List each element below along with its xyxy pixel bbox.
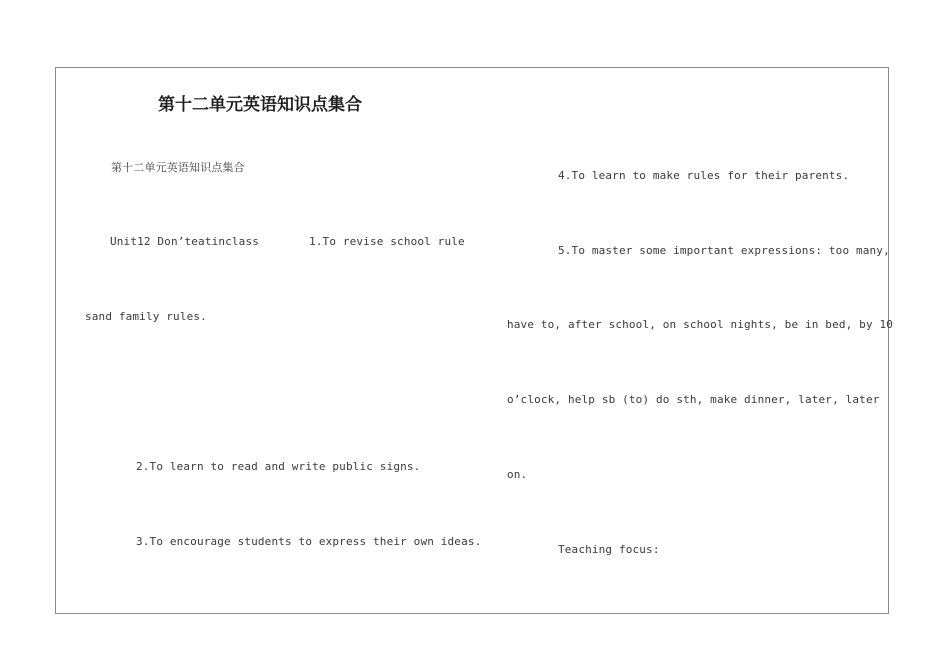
teaching-focus: Teaching focus: — [558, 543, 660, 556]
page-frame — [55, 67, 889, 614]
objective-5-line2: have to, after school, on school nights, be in bed, by 10 — [507, 318, 894, 331]
objective-1-part1: 1.To revise school rule — [309, 235, 465, 248]
subtitle: 第十二单元英语知识点集合 — [111, 161, 245, 174]
objective-4: 4.To learn to make rules for their parents. — [558, 169, 850, 182]
objective-5-line1: 5.To master some important expressions: too many, — [558, 244, 890, 257]
objective-1-part2: sand family rules. — [85, 310, 207, 323]
objective-5-line4: on. — [507, 468, 528, 481]
objective-3: 3.To encourage students to express their own ideas. — [136, 535, 482, 548]
document-title: 第十二单元英语知识点集合 — [158, 95, 362, 115]
unit-heading: Unit12 Don’teatinclass — [110, 235, 259, 248]
objective-5-line3: o’clock, help sb (to) do sth, make dinner, later, later — [507, 393, 880, 406]
objective-2: 2.To learn to read and write public signs. — [136, 460, 421, 473]
